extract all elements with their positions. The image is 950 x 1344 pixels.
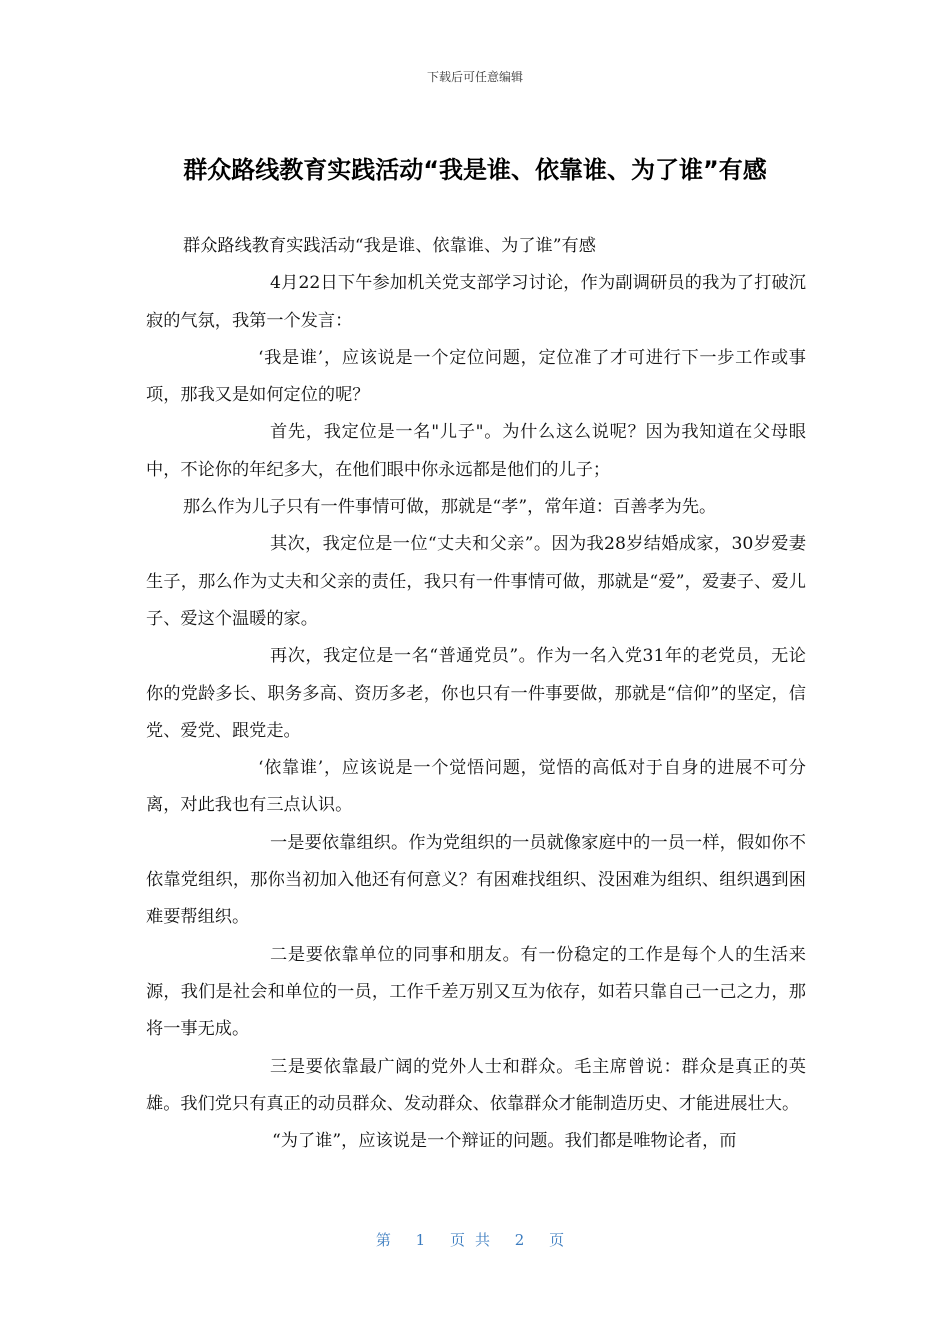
paragraph: 二是要依靠单位的同事和朋友。有一份稳定的工作是每个人的生活来源，我们是社会和单位的一员，工作千差万别又互为依存，如若只靠自己一己之力，那将一事无成。 bbox=[146, 944, 806, 1040]
paragraph: 三是要依靠最广阔的党外人士和群众。毛主席曾说：群众是真正的英雄。我们党只有真正的动员群众、发动群众、依靠群众才能制造历史、才能进展壮大。 bbox=[146, 1056, 806, 1114]
header-note: 下载后可任意编辑 bbox=[426, 70, 523, 84]
paragraph: ‘依靠谁’，应该说是一个觉悟问题，觉悟的高低对于自身的进展不可分离，对此我也有三点认识。 bbox=[146, 758, 806, 816]
paragraph: 群众路线教育实践活动“我是谁、依靠谁、为了谁”有感 bbox=[183, 236, 596, 256]
paragraph: 4月22日下午参加机关党支部学习讨论，作为副调研员的我为了打破沉寂的气氛，我第一个发言： bbox=[146, 273, 806, 331]
paragraph: ‘我是谁’，应该说是一个定位问题，定位准了才可进行下一步工作或事项，那我又是如何定位的呢？ bbox=[146, 347, 806, 406]
paragraph: 再次，我定位是一名“普通党员”。作为一名入党31年的老党员，无论你的党龄多长、职务多高、资历多老，你也只有一件事要做，那就是“信仰”的坚定，信党、爱党、跟党走。 bbox=[146, 646, 806, 741]
page-footer: 第 1 页共 2 页 bbox=[375, 1231, 575, 1249]
paragraph: 一是要依靠组织。作为党组织的一员就像家庭中的一员一样，假如你不依靠党组织，那你当初加入他还有何意义？有困难找组织、没困难为组织、组织遇到困难要帮组织。 bbox=[146, 832, 806, 928]
paragraph: 首先，我定位是一名"儿子"。为什么这么说呢？因为我知道在父母眼中，不论你的年纪多大，在他们眼中你永远都是他们的儿子； bbox=[146, 422, 806, 480]
paragraph: “为了谁”，应该说是一个辩证的问题。我们都是唯物论者，而 bbox=[272, 1131, 737, 1152]
paragraph: 其次，我定位是一位“丈夫和父亲”。因为我28岁结婚成家，30岁爱妻生子，那么作为丈夫和父亲的责任，我只有一件事情可做，那就是“爱”，爱妻子、爱儿子、爱这个温暖的家。 bbox=[146, 534, 806, 629]
paragraph: 那么作为儿子只有一件事情可做，那就是“孝”，常年道：百善孝为先。 bbox=[183, 497, 717, 518]
document-title: 群众路线教育实践活动“我是谁、依靠谁、为了谁”有感 bbox=[183, 156, 767, 184]
document-body bbox=[146, 228, 806, 1160]
